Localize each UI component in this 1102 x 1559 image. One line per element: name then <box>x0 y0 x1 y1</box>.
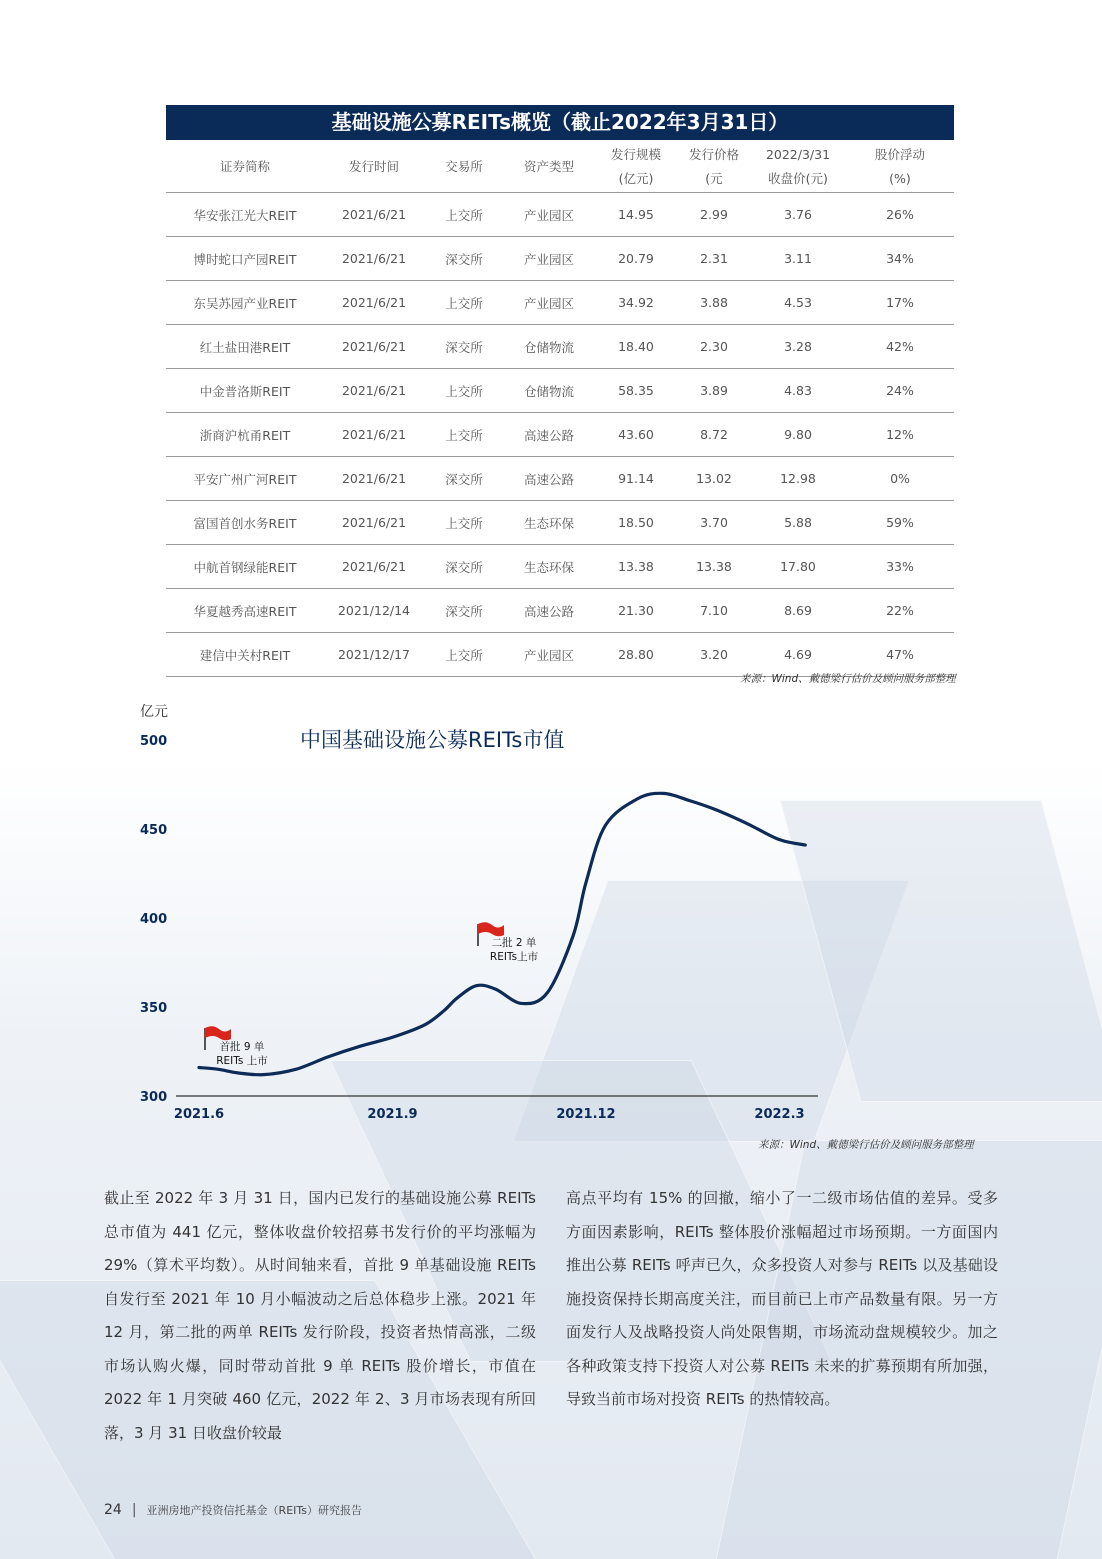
table-cell: 13.38 <box>678 545 750 589</box>
table-cell: 2021/12/17 <box>324 633 424 677</box>
table-cell: 21.30 <box>594 589 678 633</box>
table-cell: 8.72 <box>678 413 750 457</box>
table-cell: 2021/6/21 <box>324 369 424 413</box>
table-cell: 上交所 <box>424 281 504 325</box>
table-cell: 34% <box>846 237 954 281</box>
flag-icon <box>478 922 504 936</box>
table-header-cell <box>504 142 594 193</box>
table-cell: 产业园区 <box>504 237 594 281</box>
table-cell: 22% <box>846 589 954 633</box>
table-header-text: 资产类型 <box>523 159 574 174</box>
y-tick-label: 400 <box>140 912 168 927</box>
table-cell: 12.98 <box>750 457 846 501</box>
table-header-cell <box>166 142 324 193</box>
table-cell: 深交所 <box>424 325 504 369</box>
y-axis-label: 亿元 <box>140 704 168 720</box>
reits-table <box>166 142 954 677</box>
table-cell: 3.70 <box>678 501 750 545</box>
table-cell: 28.80 <box>594 633 678 677</box>
table-cell: 3.76 <box>750 193 846 237</box>
annotation-text: REITs上市 <box>489 951 539 963</box>
table-cell: 4.53 <box>750 281 846 325</box>
x-tick-label: 2021.6 <box>173 1107 225 1122</box>
table-cell: 2021/6/21 <box>324 193 424 237</box>
annotation-text: 二批 2 单 <box>491 937 537 949</box>
chart-svg <box>0 690 1102 1160</box>
annotation-text: REITs 上市 <box>216 1055 268 1067</box>
table-cell: 上交所 <box>424 369 504 413</box>
table-cell: 91.14 <box>594 457 678 501</box>
table-row <box>166 237 954 281</box>
table-row <box>166 545 954 589</box>
table-cell: 3.88 <box>678 281 750 325</box>
table-row <box>166 369 954 413</box>
table-row <box>166 633 954 677</box>
table-row <box>166 413 954 457</box>
table-cell: 18.40 <box>594 325 678 369</box>
table-cell: 2021/6/21 <box>324 501 424 545</box>
table-cell: 东吴苏园产业REIT <box>166 281 324 325</box>
page-number: 24 <box>104 1502 122 1518</box>
table-header-cell <box>846 142 954 193</box>
table-row <box>166 193 954 237</box>
table-cell: 24% <box>846 369 954 413</box>
table-cell: 20.79 <box>594 237 678 281</box>
body-text-column-1: 截止至 2022 年 3 月 31 日，国内已发行的基础设施公募 REITs 总市值为 441 亿元，整体收盘价较招募书发行价的平均涨幅为 29%（算术平均数）。从时间轴来看，首批 9 单基础设施 REITs 自发行至 2021 年 10 月小幅波动之后总体稳步上涨。2021 年 12 月，第二批的两单 REITs 发行阶段，投资者热情高涨，二级市场认购火爆，同时带动首批 9 单 REITs 股价增长，市值在 2022 年 1 月突破 460 亿元，2022 年 2、3 月市场表现有所回落，3 月 31 日收盘价较最 <box>104 1189 536 1442</box>
table-cell: 0% <box>846 457 954 501</box>
table-cell: 高速公路 <box>504 589 594 633</box>
annotation-text: 首批 9 单 <box>219 1041 265 1053</box>
table-header-text: (亿元) <box>618 171 654 186</box>
table-cell: 2.99 <box>678 193 750 237</box>
table-cell: 34.92 <box>594 281 678 325</box>
x-tick-label: 2021.12 <box>556 1107 616 1122</box>
table-cell: 3.11 <box>750 237 846 281</box>
table-cell: 3.20 <box>678 633 750 677</box>
table-cell: 上交所 <box>424 501 504 545</box>
table-header-text: 交易所 <box>445 159 483 174</box>
table-cell: 富国首创水务REIT <box>166 501 324 545</box>
table-cell: 华夏越秀高速REIT <box>166 589 324 633</box>
table-cell: 2.30 <box>678 325 750 369</box>
table-cell: 9.80 <box>750 413 846 457</box>
table-cell: 上交所 <box>424 193 504 237</box>
table-cell: 上交所 <box>424 633 504 677</box>
table-cell: 2021/6/21 <box>324 545 424 589</box>
table-cell: 3.28 <box>750 325 846 369</box>
table-cell: 平安广州广河REIT <box>166 457 324 501</box>
table-cell: 58.35 <box>594 369 678 413</box>
table-cell: 13.02 <box>678 457 750 501</box>
table-cell: 浙商沪杭甬REIT <box>166 413 324 457</box>
table-cell: 高速公路 <box>504 413 594 457</box>
table-cell: 2.31 <box>678 237 750 281</box>
table-cell: 高速公路 <box>504 457 594 501</box>
table-cell: 47% <box>846 633 954 677</box>
table-header-text: 2022/3/31 <box>765 147 831 162</box>
flag-icon <box>205 1026 231 1040</box>
chart-title: 中国基础设施公募REITs市值 <box>300 728 565 752</box>
table-cell: 7.10 <box>678 589 750 633</box>
table-cell: 59% <box>846 501 954 545</box>
table-header-text: 发行价格 <box>688 147 739 162</box>
table-header-text: 证券简称 <box>219 159 270 174</box>
table-header-cell <box>750 142 846 193</box>
table-cell: 仓储物流 <box>504 325 594 369</box>
table-cell: 深交所 <box>424 237 504 281</box>
table-header-cell <box>678 142 750 193</box>
table-header-cell <box>424 142 504 193</box>
table-cell: 生态环保 <box>504 501 594 545</box>
table-cell: 26% <box>846 193 954 237</box>
table-row <box>166 501 954 545</box>
table-title: 基础设施公募REITs概览（截止2022年3月31日） <box>166 105 954 140</box>
table-cell: 5.88 <box>750 501 846 545</box>
table-header-cell <box>324 142 424 193</box>
table-cell: 生态环保 <box>504 545 594 589</box>
table-cell: 33% <box>846 545 954 589</box>
table-cell: 深交所 <box>424 545 504 589</box>
y-tick-label: 300 <box>140 1090 168 1105</box>
table-header-text: 收盘价(元) <box>768 171 828 186</box>
table-header-cell <box>594 142 678 193</box>
y-tick-label: 500 <box>140 734 168 749</box>
table-cell: 中航首钢绿能REIT <box>166 545 324 589</box>
table-row <box>166 325 954 369</box>
table-cell: 上交所 <box>424 413 504 457</box>
table-header-row <box>166 142 954 193</box>
table-header-text: 股价浮动 <box>874 147 925 162</box>
table-cell: 12% <box>846 413 954 457</box>
table-header-text: 发行规模 <box>610 147 661 162</box>
table-header-text: (元 <box>705 171 723 186</box>
table-cell: 产业园区 <box>504 633 594 677</box>
table-cell: 13.38 <box>594 545 678 589</box>
table-cell: 42% <box>846 325 954 369</box>
table-cell: 3.89 <box>678 369 750 413</box>
chart-source: 来源：Wind、戴德梁行估价及顾问服务部整理 <box>758 1139 974 1151</box>
table-cell: 建信中关村REIT <box>166 633 324 677</box>
table-cell: 8.69 <box>750 589 846 633</box>
x-tick-label: 2022.3 <box>754 1107 805 1122</box>
body-text-column-2: 高点平均有 15% 的回撤，缩小了一二级市场估值的差异。受多方面因素影响，REITs 整体股价涨幅超过市场预期。一方面国内推出公募 REITs 呼声已久，众多投资人对参与 REITs 以及基础设施投资保持长期高度关注，而目前已上市产品数量有限。另一方面发行人及战略投资人尚处限售期，市场流动盘规模较少。加之各种政策支持下投资人对公募 REITs 未来的扩募预期有所加强，导致当前市场对投资 REITs 的热情较高。 <box>566 1189 998 1408</box>
market-value-chart <box>0 690 1102 1160</box>
y-tick-label: 350 <box>140 1001 168 1016</box>
table-cell: 17% <box>846 281 954 325</box>
table-cell: 17.80 <box>750 545 846 589</box>
table-cell: 红土盐田港REIT <box>166 325 324 369</box>
table-cell: 2021/12/14 <box>324 589 424 633</box>
table-cell: 2021/6/21 <box>324 281 424 325</box>
table-header-text: 发行时间 <box>348 159 399 174</box>
table-cell: 14.95 <box>594 193 678 237</box>
table-cell: 产业园区 <box>504 193 594 237</box>
table-cell: 2021/6/21 <box>324 457 424 501</box>
table-cell: 18.50 <box>594 501 678 545</box>
table-cell: 中金普洛斯REIT <box>166 369 324 413</box>
footer-separator: | <box>131 1502 137 1518</box>
table-cell: 2021/6/21 <box>324 413 424 457</box>
table-cell: 4.83 <box>750 369 846 413</box>
table-row <box>166 589 954 633</box>
table-cell: 华安张江光大REIT <box>166 193 324 237</box>
table-cell: 2021/6/21 <box>324 237 424 281</box>
footer-title: 亚洲房地产投资信托基金（REITs）研究报告 <box>146 1504 363 1517</box>
page-footer <box>104 1502 362 1518</box>
table-cell: 4.69 <box>750 633 846 677</box>
table-source: 来源：Wind、戴德梁行估价及顾问服务部整理 <box>740 673 956 685</box>
table-row <box>166 281 954 325</box>
table-header-text: (%) <box>889 171 911 186</box>
table-body <box>166 193 954 677</box>
table-cell: 博时蛇口产园REIT <box>166 237 324 281</box>
table-cell: 深交所 <box>424 589 504 633</box>
table-cell: 2021/6/21 <box>324 325 424 369</box>
table-cell: 产业园区 <box>504 281 594 325</box>
table-cell: 仓储物流 <box>504 369 594 413</box>
table-cell: 深交所 <box>424 457 504 501</box>
y-tick-label: 450 <box>140 823 168 838</box>
table-cell: 43.60 <box>594 413 678 457</box>
x-tick-label: 2021.9 <box>367 1107 418 1122</box>
table-row <box>166 457 954 501</box>
